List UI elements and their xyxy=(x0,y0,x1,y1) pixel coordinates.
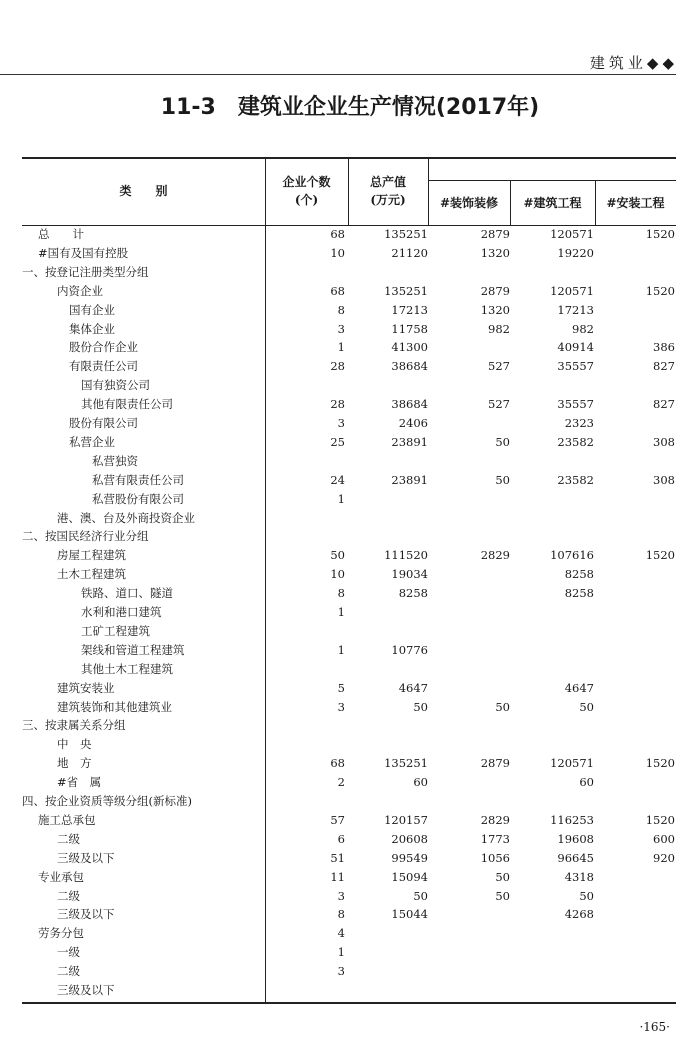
cell-output: 135251 xyxy=(384,756,428,771)
cell-output: 21120 xyxy=(391,245,428,260)
cell-decoration: 527 xyxy=(488,397,510,412)
table-row xyxy=(0,830,700,849)
cell-building: 120571 xyxy=(550,756,594,771)
header-installation: #安装工程 xyxy=(606,196,665,210)
cell-installation: 600 xyxy=(653,831,675,846)
table-row xyxy=(0,376,700,395)
row-label: 三、按隶属关系分组 xyxy=(22,718,126,733)
table-row xyxy=(0,263,700,282)
table-row xyxy=(0,509,700,528)
cell-decoration: 1320 xyxy=(480,302,510,317)
row-label: 港、澳、台及外商投资企业 xyxy=(57,510,195,525)
row-label: 土木工程建筑 xyxy=(57,567,126,582)
cell-count: 2 xyxy=(337,775,345,790)
cell-output: 135251 xyxy=(384,227,428,241)
table-row xyxy=(0,527,700,546)
cell-decoration: 2829 xyxy=(480,812,510,827)
row-label: 水利和港口建筑 xyxy=(81,605,162,619)
cell-building: 982 xyxy=(572,321,594,336)
header-decoration: #装饰装修 xyxy=(439,196,499,210)
cell-building: 35557 xyxy=(557,359,594,374)
cell-output: 38684 xyxy=(391,359,428,374)
cell-output: 10776 xyxy=(391,642,428,657)
row-label: 私营企业 xyxy=(69,434,115,449)
cell-building: 120571 xyxy=(550,227,594,241)
cell-building: 50 xyxy=(579,699,594,714)
table-row xyxy=(0,660,700,679)
row-label: 一、按登记注册类型分组 xyxy=(22,264,149,279)
cell-count: 10 xyxy=(330,245,345,260)
cell-count: 3 xyxy=(337,964,345,979)
table-row xyxy=(0,225,700,244)
table-row xyxy=(0,565,700,584)
cell-building: 17213 xyxy=(557,302,594,317)
cell-output: 23891 xyxy=(391,472,428,487)
cell-installation: 1520 xyxy=(645,283,675,298)
row-label: 私营独资 xyxy=(92,453,138,468)
table-row xyxy=(0,679,700,698)
subheader-rule xyxy=(428,180,676,181)
cell-output: 11758 xyxy=(391,321,428,336)
table-row xyxy=(0,962,700,981)
cell-count: 68 xyxy=(330,227,345,241)
cell-decoration: 982 xyxy=(488,321,510,336)
row-label: 私营股份有限公司 xyxy=(92,491,184,506)
cell-count: 3 xyxy=(337,321,345,336)
row-label: #国有及国有控股 xyxy=(38,245,129,260)
table-row xyxy=(0,301,700,320)
running-header: 建筑业◆◆ xyxy=(589,54,678,72)
cell-count: 1 xyxy=(337,491,345,506)
table-row xyxy=(0,887,700,906)
cell-count: 3 xyxy=(337,416,345,430)
table-row xyxy=(0,357,700,376)
cell-output: 60 xyxy=(413,775,428,790)
cell-building: 120571 xyxy=(550,283,594,298)
cell-decoration: 50 xyxy=(495,888,510,903)
table-row xyxy=(0,792,700,811)
row-label: 内资企业 xyxy=(57,283,103,298)
cell-count: 50 xyxy=(330,548,345,563)
cell-output: 135251 xyxy=(384,283,428,298)
row-label: 二、按国民经济行业分组 xyxy=(22,529,149,544)
cell-count: 1 xyxy=(337,945,345,960)
table-row xyxy=(0,754,700,773)
cell-output: 38684 xyxy=(391,397,428,412)
table-row xyxy=(0,584,700,603)
cell-count: 1 xyxy=(337,605,345,619)
cell-count: 24 xyxy=(330,472,345,487)
cell-installation: 827 xyxy=(653,397,675,412)
table-row xyxy=(0,282,700,301)
cell-decoration: 50 xyxy=(495,699,510,714)
cell-building: 60 xyxy=(579,775,594,790)
cell-count: 1 xyxy=(337,340,345,355)
cell-building: 23582 xyxy=(557,434,594,449)
cell-count: 57 xyxy=(330,812,345,827)
cell-installation: 386 xyxy=(653,340,675,355)
header-count: 企业个数 (个) xyxy=(282,175,331,207)
cell-output: 15044 xyxy=(391,907,428,922)
header-output: 总产值 (万元) xyxy=(369,175,406,207)
page-title: 11-3 建筑业企业生产情况(2017年) xyxy=(160,95,540,120)
cell-count: 6 xyxy=(337,831,345,846)
row-label: 地 方 xyxy=(57,756,92,771)
cell-building: 23582 xyxy=(557,472,594,487)
table-row xyxy=(0,433,700,452)
cell-count: 1 xyxy=(337,642,345,657)
table-row xyxy=(0,622,700,641)
cell-output: 111520 xyxy=(384,548,428,563)
row-label: 一级 xyxy=(57,945,80,960)
cell-building: 19220 xyxy=(557,245,594,260)
row-label: 其他有限责任公司 xyxy=(81,397,173,412)
cell-decoration: 1773 xyxy=(480,831,510,846)
table-top-rule xyxy=(22,157,676,159)
table-row xyxy=(0,905,700,924)
row-label: 三级及以下 xyxy=(57,850,115,865)
cell-output: 8258 xyxy=(398,586,428,601)
cell-decoration: 2879 xyxy=(480,227,510,241)
table-row xyxy=(0,981,700,1000)
table-bottom-rule xyxy=(22,1002,676,1004)
row-label: 工矿工程建筑 xyxy=(81,623,150,638)
header-category: 类 别 xyxy=(119,184,168,198)
cell-building: 107616 xyxy=(550,548,594,563)
table-row xyxy=(0,924,700,943)
cell-decoration: 50 xyxy=(495,869,510,884)
table-row xyxy=(0,811,700,830)
row-label: 三级及以下 xyxy=(57,907,115,922)
row-label: 建筑安装业 xyxy=(57,680,115,695)
table-row xyxy=(0,395,700,414)
row-label: 架线和管道工程建筑 xyxy=(81,642,185,657)
cell-building: 96645 xyxy=(557,850,594,865)
row-label: 国有企业 xyxy=(69,302,115,317)
cell-building: 2323 xyxy=(564,416,594,430)
cell-installation: 1520 xyxy=(645,548,675,563)
row-label: 股份合作企业 xyxy=(69,340,138,355)
cell-building: 4318 xyxy=(564,869,594,884)
row-label: 建筑装饰和其他建筑业 xyxy=(57,699,172,714)
cell-count: 68 xyxy=(330,283,345,298)
table-row xyxy=(0,490,700,509)
table-row xyxy=(0,773,700,792)
cell-output: 120157 xyxy=(384,812,428,827)
cell-count: 68 xyxy=(330,756,345,771)
cell-building: 35557 xyxy=(557,397,594,412)
cell-decoration: 50 xyxy=(495,434,510,449)
cell-building: 4647 xyxy=(564,680,594,695)
cell-output: 15094 xyxy=(391,869,428,884)
cell-decoration: 1320 xyxy=(480,245,510,260)
table-row xyxy=(0,546,700,565)
row-label: 股份有限公司 xyxy=(69,416,138,430)
cell-building: 116253 xyxy=(550,812,594,827)
cell-installation: 308 xyxy=(653,472,675,487)
cell-installation: 308 xyxy=(653,434,675,449)
row-label: 有限责任公司 xyxy=(69,359,138,374)
table-row xyxy=(0,320,700,339)
table-row xyxy=(0,641,700,660)
row-label: 三级及以下 xyxy=(57,983,115,997)
row-label: 施工总承包 xyxy=(38,812,96,827)
cell-installation: 1520 xyxy=(645,227,675,241)
cell-output: 20608 xyxy=(391,831,428,846)
row-label: 总 计 xyxy=(38,227,84,241)
cell-installation: 920 xyxy=(653,850,675,865)
cell-count: 10 xyxy=(330,567,345,582)
row-label: 私营有限责任公司 xyxy=(92,472,184,487)
row-label: 中 央 xyxy=(57,737,92,752)
table-row xyxy=(0,471,700,490)
table-row xyxy=(0,603,700,622)
cell-count: 4 xyxy=(337,926,345,941)
table-row xyxy=(0,414,700,433)
table-row xyxy=(0,868,700,887)
cell-building: 8258 xyxy=(564,567,594,582)
cell-decoration: 2829 xyxy=(480,548,510,563)
cell-count: 8 xyxy=(337,302,345,317)
cell-building: 4268 xyxy=(564,907,594,922)
cell-decoration: 527 xyxy=(488,359,510,374)
column-divider xyxy=(428,157,429,226)
cell-decoration: 50 xyxy=(495,472,510,487)
cell-count: 11 xyxy=(330,869,345,884)
row-label: 其他土木工程建筑 xyxy=(81,661,173,676)
cell-installation: 1520 xyxy=(645,756,675,771)
row-label: #省 属 xyxy=(57,775,102,790)
table-row xyxy=(0,338,700,357)
cell-count: 28 xyxy=(330,359,345,374)
cell-output: 19034 xyxy=(391,567,428,582)
cell-output: 4647 xyxy=(398,680,428,695)
cell-building: 50 xyxy=(579,888,594,903)
header-rule xyxy=(0,74,676,75)
page-number: ·165· xyxy=(639,1020,670,1034)
cell-output: 99549 xyxy=(391,850,428,865)
row-label: 二级 xyxy=(57,831,80,846)
row-label: 集体企业 xyxy=(69,321,115,336)
cell-output: 2406 xyxy=(398,416,428,430)
cell-count: 8 xyxy=(337,907,345,922)
row-label: 国有独资公司 xyxy=(81,378,150,393)
cell-decoration: 2879 xyxy=(480,756,510,771)
cell-installation: 827 xyxy=(653,359,675,374)
cell-output: 41300 xyxy=(391,340,428,355)
header-building: #建筑工程 xyxy=(523,196,582,210)
cell-count: 5 xyxy=(337,680,345,695)
cell-decoration: 2879 xyxy=(480,283,510,298)
cell-output: 17213 xyxy=(391,302,428,317)
row-label: 专业承包 xyxy=(38,869,84,884)
cell-count: 51 xyxy=(330,850,345,865)
row-label: 四、按企业资质等级分组(新标准) xyxy=(22,794,192,808)
table-row xyxy=(0,849,700,868)
cell-building: 8258 xyxy=(564,586,594,601)
cell-output: 23891 xyxy=(391,434,428,449)
cell-count: 25 xyxy=(330,434,345,449)
cell-count: 3 xyxy=(337,888,345,903)
table-row xyxy=(0,716,700,735)
cell-installation: 1520 xyxy=(645,812,675,827)
cell-building: 19608 xyxy=(557,831,594,846)
row-label: 劳务分包 xyxy=(38,926,84,941)
row-label: 二级 xyxy=(57,964,80,979)
cell-decoration: 1056 xyxy=(480,850,510,865)
table-row xyxy=(0,244,700,263)
row-label: 铁路、道口、隧道 xyxy=(81,586,173,601)
row-label: 房屋工程建筑 xyxy=(57,548,126,563)
cell-count: 8 xyxy=(337,586,345,601)
table-row xyxy=(0,452,700,471)
cell-count: 28 xyxy=(330,397,345,412)
cell-count: 3 xyxy=(337,699,345,714)
cell-output: 50 xyxy=(413,699,428,714)
cell-output: 50 xyxy=(413,888,428,903)
table-row xyxy=(0,698,700,717)
table-row xyxy=(0,943,700,962)
row-label: 二级 xyxy=(57,888,80,903)
cell-building: 40914 xyxy=(557,340,594,355)
table-row xyxy=(0,735,700,754)
